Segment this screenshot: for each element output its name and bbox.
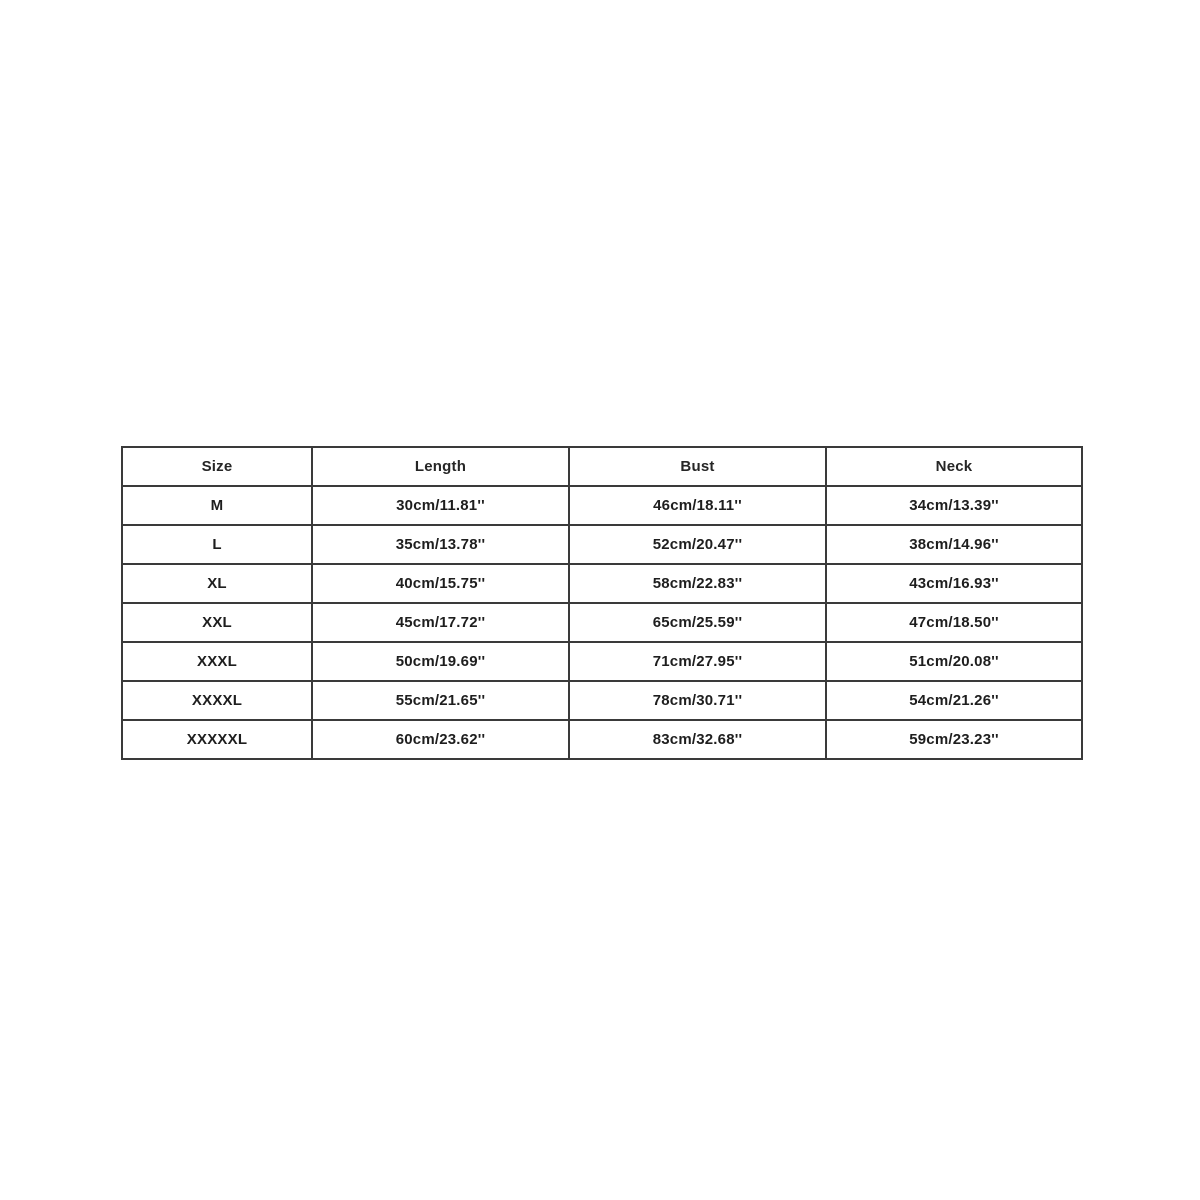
table-row [122, 525, 1082, 564]
size-cell: XXXL [122, 642, 312, 681]
column-header-size: Size [122, 447, 312, 486]
neck-cell: 38cm/14.96'' [826, 525, 1082, 564]
table-row [122, 720, 1082, 759]
neck-cell: 54cm/21.26'' [826, 681, 1082, 720]
length-cell: 40cm/15.75'' [312, 564, 569, 603]
size-chart-table [121, 446, 1083, 760]
size-cell: XL [122, 564, 312, 603]
neck-cell: 47cm/18.50'' [826, 603, 1082, 642]
length-cell: 45cm/17.72'' [312, 603, 569, 642]
bust-cell: 52cm/20.47'' [569, 525, 826, 564]
length-cell: 60cm/23.62'' [312, 720, 569, 759]
neck-cell: 43cm/16.93'' [826, 564, 1082, 603]
length-cell: 35cm/13.78'' [312, 525, 569, 564]
length-cell: 55cm/21.65'' [312, 681, 569, 720]
column-header-length: Length [312, 447, 569, 486]
bust-cell: 71cm/27.95'' [569, 642, 826, 681]
size-cell: M [122, 486, 312, 525]
table-header [122, 447, 1082, 486]
bust-cell: 65cm/25.59'' [569, 603, 826, 642]
size-cell: XXL [122, 603, 312, 642]
size-cell: XXXXXL [122, 720, 312, 759]
neck-cell: 51cm/20.08'' [826, 642, 1082, 681]
bust-cell: 83cm/32.68'' [569, 720, 826, 759]
neck-cell: 34cm/13.39'' [826, 486, 1082, 525]
size-cell: XXXXL [122, 681, 312, 720]
table-body [122, 486, 1082, 759]
bust-cell: 46cm/18.11'' [569, 486, 826, 525]
size-cell: L [122, 525, 312, 564]
bust-cell: 58cm/22.83'' [569, 564, 826, 603]
table-row [122, 681, 1082, 720]
table-row [122, 486, 1082, 525]
length-cell: 30cm/11.81'' [312, 486, 569, 525]
table-row [122, 564, 1082, 603]
column-header-neck: Neck [826, 447, 1082, 486]
column-header-bust: Bust [569, 447, 826, 486]
bust-cell: 78cm/30.71'' [569, 681, 826, 720]
length-cell: 50cm/19.69'' [312, 642, 569, 681]
table-row [122, 642, 1082, 681]
table-row [122, 603, 1082, 642]
header-row [122, 447, 1082, 486]
neck-cell: 59cm/23.23'' [826, 720, 1082, 759]
